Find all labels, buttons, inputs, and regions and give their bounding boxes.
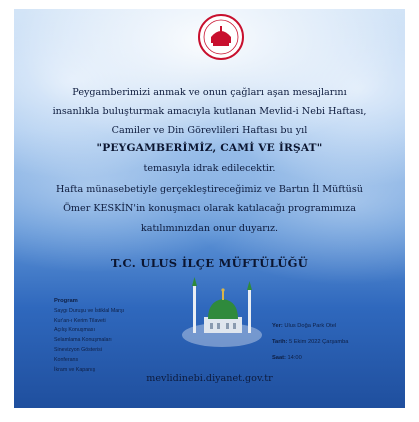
program-item: Saygı Duruşu ve İstiklal Marşı <box>54 307 125 314</box>
program-item: Selamlama Konuşmaları <box>54 337 112 344</box>
message-line-1: Peygamberimizi anmak ve onun çağları aşan mesajlarını <box>72 87 347 98</box>
program-item: Kur'an-ı Kerim Tilaveti <box>54 317 106 324</box>
program-title: Program <box>54 298 78 304</box>
mosque-green-dome-icon <box>182 277 262 347</box>
date-label: Tarih: <box>272 339 288 345</box>
date-value: 5 Ekim 2022 Çarşamba <box>288 339 349 345</box>
message-line-2: insanlıkla buluşturmak amacıyla kutlanan Mevlid-i Nebi Haftası, <box>52 106 367 117</box>
place-label: Yer: <box>272 323 283 329</box>
diyanet-logo-icon <box>197 13 245 61</box>
time-value: 14:00 <box>287 355 302 361</box>
program-item: Açılış Konuşması <box>54 327 95 334</box>
message-line-5: temasıyla idrak edilecektir. <box>143 163 276 174</box>
theme-title: "PEYGAMBERİMİZ, CAMİ VE İRŞAT" <box>96 142 323 154</box>
event-date <box>272 339 348 345</box>
message-line-6: Hafta münasebetiyle gerçekleştireceğimiz ve Bartın İl Müftüsü <box>56 184 363 195</box>
event-place <box>272 323 336 329</box>
program-item: Konferans <box>54 356 79 363</box>
time-label: Saat: <box>272 355 286 361</box>
message-line-8: katılımınızdan onur duyarız. <box>140 223 279 234</box>
website-link[interactable]: mevlidinebi.diyanet.gov.tr <box>146 373 273 384</box>
program-item: Sinevizyon Gösterisi <box>54 346 102 353</box>
event-time <box>272 355 302 361</box>
program-item: İkram ve Kapanış <box>54 366 96 373</box>
invitation-card <box>14 9 405 408</box>
place-value: Ulus Doğa Park Otel <box>284 323 337 329</box>
message-line-3: Camiler ve Din Görevlileri Haftası bu yıl <box>111 125 308 136</box>
organizer-name: T.C. ULUS İLÇE MÜFTÜLÜĞÜ <box>110 256 309 270</box>
message-line-7: Ömer KESKİN'in konuşmacı olarak katılacağı programımıza <box>63 203 356 214</box>
program-list <box>54 297 124 375</box>
